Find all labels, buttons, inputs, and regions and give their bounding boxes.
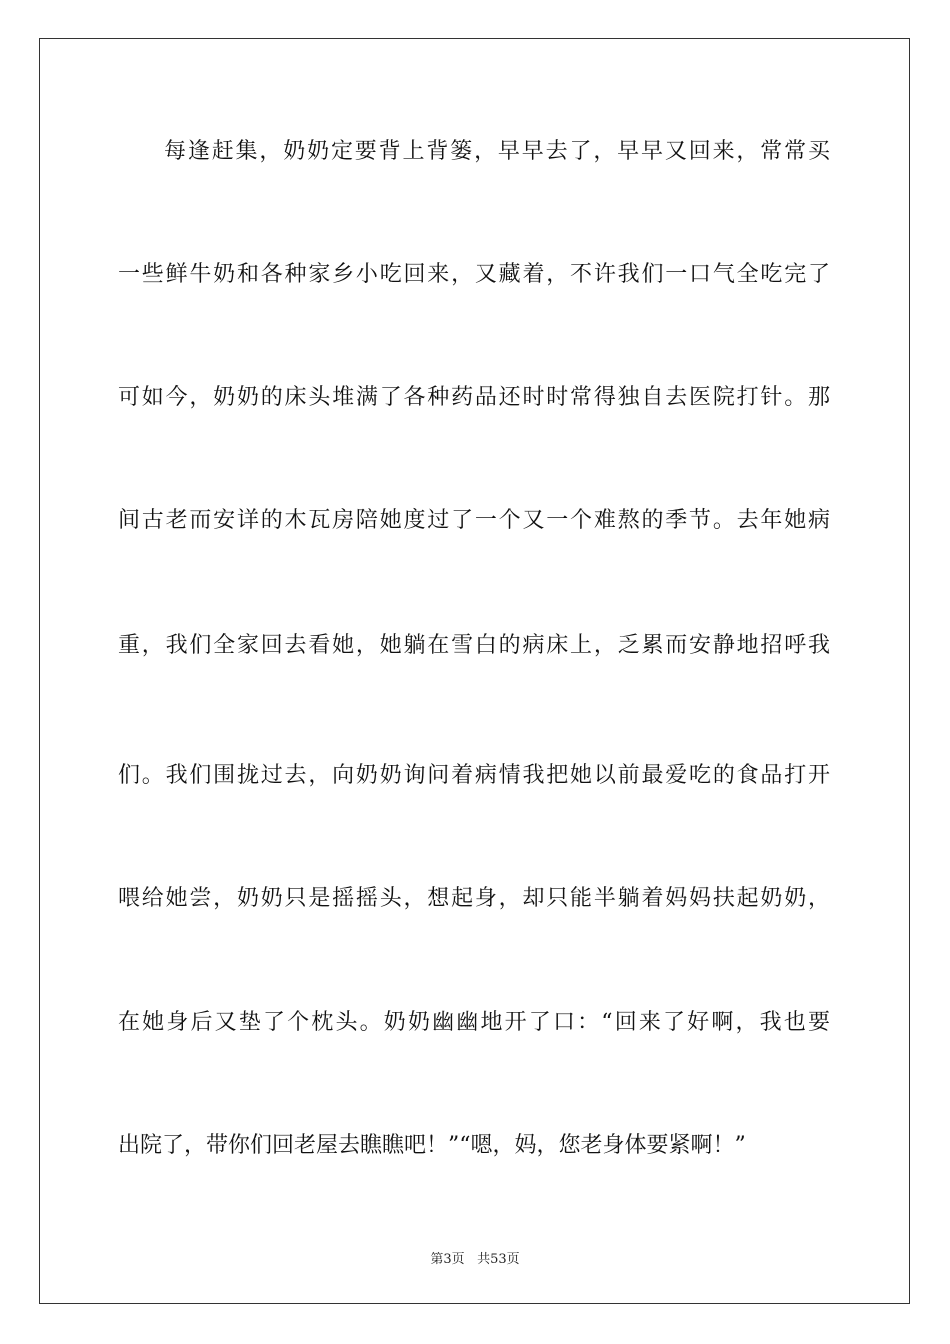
- footer-spacer: [465, 1252, 477, 1267]
- text-line-4: 间古老而安详的木瓦房陪她度过了一个又一个难熬的季节。去年她病: [118, 508, 830, 533]
- text-line-6: 们。我们围拢过去，向奶奶询问着病情我把她以前最爱吃的食品打开: [118, 763, 830, 788]
- page-footer: [0, 1248, 950, 1267]
- text-line-8: 在她身后又垫了个枕头。奶奶幽幽地开了口：“回来了好啊，我也要: [118, 1010, 830, 1035]
- text-line-7: 喂给她尝，奶奶只是摇摇头，想起身，却只能半躺着妈妈扶起奶奶，: [118, 886, 830, 911]
- text-line-1: 每逢赶集，奶奶定要背上背篓，早早去了，早早又回来，常常买: [164, 139, 830, 164]
- text-line-2: 一些鲜牛奶和各种家乡小吃回来，又藏着，不许我们一口气全吃完了: [118, 262, 830, 287]
- page-border: [39, 38, 910, 1304]
- text-line-3: 可如今，奶奶的床头堆满了各种药品还时时常得独自去医院打针。那: [118, 385, 830, 410]
- text-line-9: 出院了，带你们回老屋去瞧瞧吧！”“嗯，妈，您老身体要紧啊！”: [118, 1133, 746, 1158]
- text-line-5: 重，我们全家回去看她，她躺在雪白的病床上，乏累而安静地招呼我: [118, 633, 830, 658]
- total-pages: 共53页: [477, 1252, 520, 1267]
- page-number: 第3页: [430, 1252, 465, 1267]
